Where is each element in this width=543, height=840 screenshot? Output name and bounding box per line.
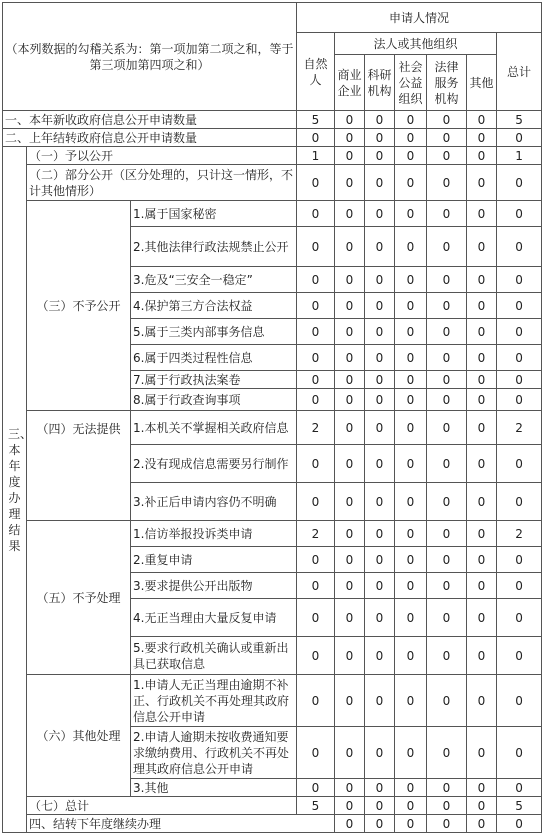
cell-value: 0 — [335, 521, 365, 547]
cell-value: 0 — [335, 411, 365, 445]
cell-value: 0 — [365, 599, 395, 637]
cell-value: 0 — [395, 547, 427, 573]
cell-value: 0 — [395, 521, 427, 547]
cell-value: 0 — [395, 111, 427, 129]
cell-value: 0 — [427, 779, 467, 797]
cell-value: 0 — [497, 599, 542, 637]
cell-value: 0 — [497, 675, 542, 727]
cell-value: 0 — [297, 165, 335, 201]
cell-value: 0 — [395, 147, 427, 165]
cell-value: 2 — [497, 411, 542, 445]
cell-value: 0 — [335, 345, 365, 371]
table-row — [3, 147, 542, 165]
cell-value: 0 — [395, 483, 427, 521]
legal-group-header: 法人或其他组织 — [335, 33, 497, 55]
cell-value: 0 — [497, 445, 542, 483]
cell-value: 0 — [427, 147, 467, 165]
cell-value: 0 — [365, 483, 395, 521]
cell-value: 0 — [395, 319, 427, 345]
cell-value: 0 — [335, 389, 365, 411]
table-row — [3, 129, 542, 147]
cell-value: 0 — [395, 227, 427, 267]
cell-value: 0 — [335, 573, 365, 599]
cell-value: 0 — [365, 319, 395, 345]
cell-value: 2 — [497, 521, 542, 547]
cell-value: 0 — [427, 345, 467, 371]
social-header: 社会公益组织 — [395, 55, 427, 111]
cell-value: 0 — [467, 165, 497, 201]
research-header: 科研机构 — [365, 55, 395, 111]
cell-value: 0 — [297, 573, 335, 599]
cell-value: 5 — [497, 797, 542, 815]
cell-value: 0 — [297, 319, 335, 345]
cell-value: 0 — [467, 483, 497, 521]
cell-value: 0 — [335, 267, 365, 293]
cell-value: 0 — [395, 165, 427, 201]
cell-value: 0 — [395, 727, 427, 779]
row-label: 3.要求提供公开出版物 — [131, 573, 297, 599]
cell-value: 0 — [365, 445, 395, 483]
cell-value: 0 — [297, 389, 335, 411]
table-row — [3, 815, 542, 833]
row-label: 一、本年新收政府信息公开申请数量 — [3, 111, 297, 129]
cell-value: 0 — [467, 293, 497, 319]
cell-value: 0 — [467, 675, 497, 727]
cell-value: 0 — [467, 797, 497, 815]
cell-value: 0 — [297, 227, 335, 267]
cell-value: 0 — [427, 389, 467, 411]
cell-value: 2 — [297, 521, 335, 547]
cell-value: 0 — [297, 727, 335, 779]
row-label: 8.属于行政查询事项 — [131, 389, 297, 411]
cell-value: 0 — [365, 637, 395, 675]
cell-value: 0 — [467, 371, 497, 389]
row-label: 2.重复申请 — [131, 547, 297, 573]
cell-value: 0 — [297, 637, 335, 675]
cell-value: 0 — [497, 227, 542, 267]
cell-value: 0 — [365, 727, 395, 779]
cell-value: 0 — [467, 599, 497, 637]
cell-value: 0 — [467, 637, 497, 675]
cell-value: 0 — [395, 389, 427, 411]
cell-value: 0 — [365, 147, 395, 165]
row-label: 1.属于国家秘密 — [131, 201, 297, 227]
cell-value: 5 — [297, 111, 335, 129]
cell-value: 0 — [497, 201, 542, 227]
cell-value: 0 — [497, 293, 542, 319]
cell-value: 0 — [297, 129, 335, 147]
cell-value: 0 — [395, 129, 427, 147]
cell-value: 0 — [297, 675, 335, 727]
row-label: 1.本机关不掌握相关政府信息 — [131, 411, 297, 445]
cell-value: 0 — [365, 267, 395, 293]
commercial-header: 商业企业 — [335, 55, 365, 111]
table-row — [3, 411, 542, 445]
cell-value: 0 — [335, 371, 365, 389]
cell-value: 0 — [395, 797, 427, 815]
cell-value: 0 — [427, 111, 467, 129]
cell-value: 0 — [427, 411, 467, 445]
cell-value: 5 — [297, 797, 335, 815]
cell-value: 0 — [427, 797, 467, 815]
cell-value: 0 — [467, 345, 497, 371]
cell-value: 0 — [335, 445, 365, 483]
row-label: 3.危及“三安全一稳定” — [131, 267, 297, 293]
cell-value: 0 — [427, 267, 467, 293]
row-label: （二）部分公开（区分处理的，只计这一情形，不计其他情形） — [27, 165, 297, 201]
cell-value: 0 — [395, 293, 427, 319]
cell-value: 0 — [365, 411, 395, 445]
table-row — [3, 165, 542, 201]
cell-value: 0 — [395, 815, 427, 833]
table-note: （本列数据的勾稽关系为：第一项加第二项之和，等于第三项加第四项之和） — [3, 3, 297, 111]
cell-value: 0 — [335, 599, 365, 637]
cell-value: 0 — [427, 727, 467, 779]
cell-value: 0 — [297, 345, 335, 371]
row-label: 2.没有现成信息需要另行制作 — [131, 445, 297, 483]
cell-value: 0 — [467, 201, 497, 227]
cell-value: 0 — [467, 727, 497, 779]
table-row — [3, 111, 542, 129]
legal-service-header: 法律服务机构 — [427, 55, 467, 111]
cell-value: 0 — [427, 129, 467, 147]
cell-value: 0 — [427, 293, 467, 319]
cell-value: 0 — [335, 293, 365, 319]
table-row — [3, 201, 542, 227]
cell-value: 0 — [297, 779, 335, 797]
cell-value: 0 — [365, 129, 395, 147]
cell-value: 0 — [427, 371, 467, 389]
cell-value: 0 — [467, 547, 497, 573]
cell-value: 0 — [365, 111, 395, 129]
cell-value: 0 — [365, 201, 395, 227]
row-label: 7.属于行政执法案卷 — [131, 371, 297, 389]
cell-value: 0 — [297, 201, 335, 227]
row-label: 4.保护第三方合法权益 — [131, 293, 297, 319]
cell-value: 0 — [297, 483, 335, 521]
cell-value: 0 — [297, 599, 335, 637]
cell-value: 0 — [427, 445, 467, 483]
cell-value: 0 — [365, 371, 395, 389]
cell-value: 0 — [297, 371, 335, 389]
cell-value: 0 — [427, 483, 467, 521]
cell-value: 0 — [395, 201, 427, 227]
cell-value: 0 — [497, 389, 542, 411]
row-label: 6.属于四类过程性信息 — [131, 345, 297, 371]
cell-value: 0 — [467, 129, 497, 147]
cell-value: 0 — [427, 815, 467, 833]
cell-value: 0 — [365, 165, 395, 201]
cell-value: 0 — [335, 779, 365, 797]
cell-value: 0 — [497, 267, 542, 293]
cell-value: 0 — [335, 675, 365, 727]
cell-value: 0 — [335, 727, 365, 779]
cell-value: 0 — [365, 345, 395, 371]
cell-value: 0 — [467, 147, 497, 165]
natural-person-header: 自然人 — [297, 33, 335, 111]
cell-value: 0 — [335, 201, 365, 227]
cell-value: 0 — [335, 165, 365, 201]
notprocess-group-label: （五）不予处理 — [27, 521, 131, 675]
row-label: 二、上年结转政府信息公开申请数量 — [3, 129, 297, 147]
cell-value: 0 — [297, 293, 335, 319]
cell-value: 0 — [497, 165, 542, 201]
cell-value: 0 — [467, 227, 497, 267]
cell-value: 0 — [467, 319, 497, 345]
cell-value: 0 — [335, 815, 365, 833]
cell-value: 0 — [335, 637, 365, 675]
cell-value: 0 — [427, 675, 467, 727]
cell-value: 0 — [427, 547, 467, 573]
row-label: （一）予以公开 — [27, 147, 297, 165]
row-label: 5.要求行政机关确认或重新出具已获取信息 — [131, 637, 297, 675]
cell-value: 0 — [365, 675, 395, 727]
cell-value: 0 — [335, 319, 365, 345]
row-label: 5.属于三类内部事务信息 — [131, 319, 297, 345]
otherproc-group-label: （六）其他处理 — [27, 675, 131, 797]
cell-value: 0 — [467, 389, 497, 411]
cell-value: 0 — [365, 389, 395, 411]
row-label: （七）总计 — [27, 797, 297, 815]
cell-value: 0 — [297, 445, 335, 483]
cell-value: 0 — [467, 815, 497, 833]
cell-value: 0 — [427, 227, 467, 267]
cell-value: 0 — [395, 637, 427, 675]
cell-value: 0 — [467, 521, 497, 547]
section3-side-label: 三、本年度办理结果 — [3, 147, 27, 833]
cell-value: 0 — [365, 547, 395, 573]
unable-group-label: （四）无法提供 — [27, 411, 131, 521]
cell-value: 0 — [497, 727, 542, 779]
cell-value: 0 — [297, 547, 335, 573]
cell-value: 0 — [427, 319, 467, 345]
cell-value: 0 — [467, 779, 497, 797]
cell-value: 0 — [395, 267, 427, 293]
cell-value: 0 — [365, 815, 395, 833]
table-row — [3, 675, 542, 727]
cell-value: 0 — [497, 815, 542, 833]
cell-value: 0 — [497, 779, 542, 797]
cell-value: 0 — [335, 227, 365, 267]
cell-value: 0 — [427, 573, 467, 599]
cell-value: 0 — [335, 483, 365, 521]
cell-value: 0 — [395, 599, 427, 637]
cell-value: 0 — [467, 267, 497, 293]
row-label: 2.申请人逾期未按收费通知要求缴纳费用、行政机关不再处理其政府信息公开申请 — [131, 727, 297, 779]
row-label: 2.其他法律行政法规禁止公开 — [131, 227, 297, 267]
cell-value: 0 — [427, 637, 467, 675]
row-label: 1.信访举报投诉类申请 — [131, 521, 297, 547]
cell-value: 0 — [497, 129, 542, 147]
cell-value: 0 — [497, 319, 542, 345]
disclosure-stats-table — [2, 2, 542, 833]
other-header: 其他 — [467, 55, 497, 111]
cell-value: 0 — [497, 345, 542, 371]
cell-value: 0 — [497, 573, 542, 599]
cell-value: 0 — [365, 293, 395, 319]
deny-group-label: （三）不予公开 — [27, 201, 131, 411]
cell-value: 0 — [467, 111, 497, 129]
cell-value: 0 — [427, 201, 467, 227]
cell-value: 0 — [497, 483, 542, 521]
cell-value: 0 — [427, 521, 467, 547]
cell-value: 0 — [427, 599, 467, 637]
table-row — [3, 521, 542, 547]
cell-value: 0 — [497, 637, 542, 675]
cell-value: 0 — [297, 267, 335, 293]
cell-value: 0 — [335, 547, 365, 573]
row-label: 3.其他 — [131, 779, 297, 797]
cell-value: 0 — [467, 573, 497, 599]
cell-value: 0 — [335, 797, 365, 815]
cell-value: 1 — [297, 147, 335, 165]
cell-value: 2 — [297, 411, 335, 445]
cell-value: 0 — [427, 165, 467, 201]
row-label: 四、结转下年度继续办理 — [27, 815, 335, 833]
cell-value: 0 — [497, 547, 542, 573]
cell-value: 0 — [365, 227, 395, 267]
cell-value: 0 — [467, 445, 497, 483]
cell-value: 0 — [365, 779, 395, 797]
cell-value: 0 — [335, 111, 365, 129]
cell-value: 0 — [395, 445, 427, 483]
cell-value: 0 — [395, 371, 427, 389]
cell-value: 0 — [335, 147, 365, 165]
table-row — [3, 797, 542, 815]
cell-value: 0 — [365, 797, 395, 815]
row-label: 3.补正后申请内容仍不明确 — [131, 483, 297, 521]
cell-value: 1 — [497, 147, 542, 165]
cell-value: 0 — [365, 573, 395, 599]
row-label: 4.无正当理由大量反复申请 — [131, 599, 297, 637]
cell-value: 0 — [467, 411, 497, 445]
cell-value: 0 — [497, 371, 542, 389]
cell-value: 0 — [395, 675, 427, 727]
row-label: 1.申请人无正当理由逾期不补正、行政机关不再处理其政府信息公开申请 — [131, 675, 297, 727]
total-header: 总计 — [497, 33, 542, 111]
cell-value: 0 — [395, 345, 427, 371]
cell-value: 0 — [395, 779, 427, 797]
cell-value: 0 — [335, 129, 365, 147]
cell-value: 0 — [395, 573, 427, 599]
applicant-header: 申请人情况 — [297, 3, 542, 33]
cell-value: 0 — [365, 521, 395, 547]
cell-value: 5 — [497, 111, 542, 129]
cell-value: 0 — [395, 411, 427, 445]
